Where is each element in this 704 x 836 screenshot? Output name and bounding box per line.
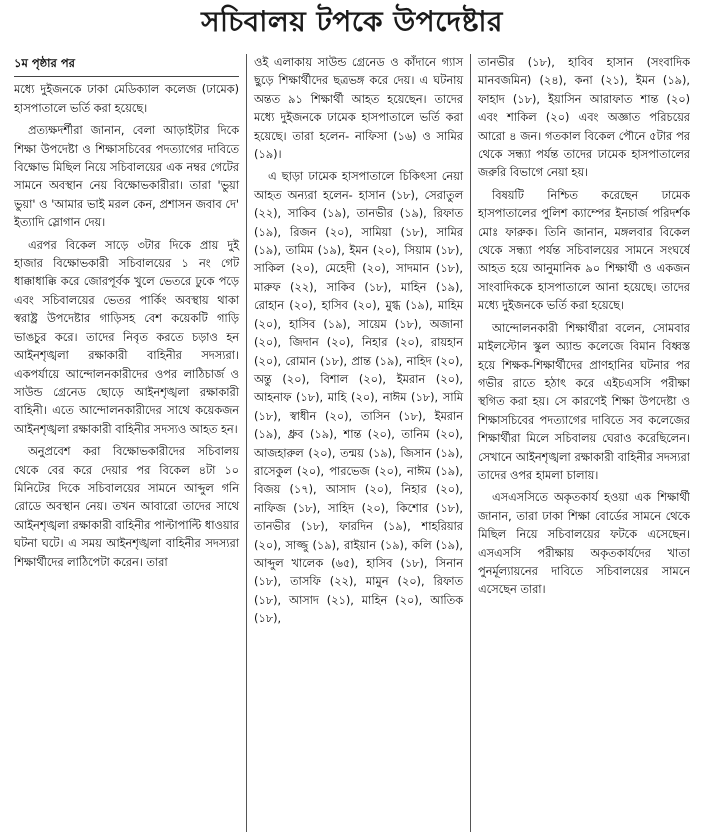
headline: সচিবালয় টপকে উপদেষ্টার: [201, 4, 503, 38]
paragraph: এ ছাড়া ঢামেক হাসপাতালে চিকিৎসা নেয়া আহত অন্যরা হলেন- হাসান (১৮), সেরাতুল (২২), সাকিব (১৯), তানভীর (১৯), রিফাত (১৯), রিজন (২০), সামিয়া (১৮), সামির (১৯), তামিম (১৯), ইমন (২০), সিয়াম (১৮), সাকিল (২০), মেহেদী (২০), সাদমান (১৮), মারুফ (২২), সাকিব (১৮), মাহিন (১৯), রোহান (২০), হাসিব (২০), মুগ্ধ (১৯), মাহিম (২০), হাসিব (১৯), সায়েম (১৮), অজানা (২০), জিদান (২০), নিহার (২০), রায়হান (২০), রোমান (১৮), প্রান্ত (১৯), নাহিদ (২০), অন্তু (২০), বিশাল (২০), ইমরান (২০), আহনাফ (১৮), মাহি (২০), নাঈম (১৮), সামি (১৮), স্বাধীন (২০), তাসিন (১৮), ইমরান (১৯), ধ্রুব (১৯), শান্ত (২০), তানিম (২০), আজহারুল (২০), তন্ময় (১৯), জিসান (১৯), রাসেকুল (২০), পারভেজ (২০), নাঈম (১৯), বিজয় (১৭), আসাদ (২০), নিহার (২০), নাফিজ (১৮), সাহিদ (২০), কিশোর (১৮), তানভীর (১৮), ফারদিন (১৯), শাহরিয়ার (২০), সাজ্জু (১৯), রাইয়ান (১৯), কলি (১৯), আব্দুল খালেক (৬৫), হাসিব (১৮), সিনান (১৮), তাসফি (২২), মামুন (২০), রিফাত (১৮), আসাদ (২১), মাহিন (২০), আতিক (১৮),: [254, 170, 463, 626]
article-columns: [14, 54, 690, 832]
column-2: [246, 54, 470, 832]
paragraph: এসএসসিতে অকৃতকার্য হওয়া এক শিক্ষার্থী জানান, তারা ঢাকা শিক্ষা বোর্ডের সামনে থেকে মিছিল নিয়ে সচিবালয়ের ফটকে এসেছেন। এসএসসি পরীক্ষায় অকৃতকার্যদের খাতা পুনর্মূল্যায়নের দাবিতে সচিবালয়ের সামনে এসেছেন তারা।: [478, 491, 690, 597]
paragraph: তানভীর (১৮), হাবিব হাসান (সংবাদিক মানবজমিন) (২৪), কনা (২১), ইমন (১৯), ফাহাদ (১৮), ইয়াসিন আরাফাত শান্ত (২০) এবং শাকিল (২০) এবং অজ্ঞাত পরিচয়ের আরো ৪ জন। গতকাল বিকেল পৌনে ৫টার পর থেকে সন্ধ্যা পর্যন্ত তাদের ঢামেক হাসপাতালের জরুরি বিভাগে নেয়া হয়।: [478, 56, 690, 180]
paragraph: বিষয়টি নিশ্চিত করেছেন ঢামেক হাসপাতালের পুলিশ ক্যাম্পের ইনচার্জ পরিদর্শক মোঃ ফারুক। তিনি জানান, মঙ্গলবার বিকেল থেকে সন্ধ্যা পর্যন্ত সচিবালয়ের সামনে সংঘর্ষে আহত হয়ে আনুমানিক ৯০ শিক্ষার্থী ও একজন সাংবাদিককে হাসপাতালে আনা হয়েছে। তাদের মধ্যে দুইজনকে ভর্তি করা হয়েছে।: [478, 188, 690, 313]
kicker-divider: [14, 76, 239, 77]
paragraph: মধ্যে দুইজনকে ঢাকা মেডিক্যাল কলেজ (ঢামেক) হাসপাতালে ভর্তি করা হয়েছে।: [14, 83, 239, 115]
paragraph: প্রত্যক্ষদর্শীরা জানান, বেলা আড়াইটার দিকে শিক্ষা উপদেষ্টা ও শিক্ষাসচিবের পদত্যাগের দাবিতে বিক্ষোভ মিছিল নিয়ে সচিবালয়ের এক নম্বর গেটের সামনে অবস্থান নেয় বিক্ষোভকারীরা। তারা 'ভুয়া ভুয়া' ও 'আমার ভাই মরল কেন, প্রশাসন জবাব দে' ইত্যাদি স্লোগান দেয়।: [14, 124, 239, 230]
paragraph: অনুপ্রবেশ করা বিক্ষোভকারীদের সচিবালয় থেকে বের করে দেয়ার পর বিকেল ৪টা ১০ মিনিটের দিকে সচিবালয়ের সামনে আব্দুল গনি রোডে অবস্থান নেয়। তখন আবারো তাদের সাথে আইনশৃঙ্খলা রক্ষাকারী বাহিনীর পাল্টাপাল্টি ধাওয়ার ঘটনা ঘটে। এ সময় আইনশৃঙ্খলা বাহিনীর সদস্যরা শিক্ষার্থীদের লাঠিপেটা করেন। তারা: [14, 445, 239, 569]
column-3: [470, 54, 690, 832]
paragraph: এরপর বিকেল সাড়ে ৩টার দিকে প্রায় দুই হাজার বিক্ষোভকারী সচিবালয়ের ১ নং গেট ধাক্কাধাক্কি করে জোরপূর্বক খুলে ভেতরে ঢুকে পড়ে এবং সচিবালয়ের ভেতর পার্কিং অবস্থায় থাকা স্বরাষ্ট্র উপদেষ্টার গাড়িসহ বেশ কয়েকটি গাড়ি ভাঙচুর করে। তাদের নিবৃত করতে চড়াও হন আইনশৃঙ্খলা রক্ষাকারী বাহিনীর সদস্যরা। একপর্যায়ে আন্দোলনকারীদের ওপর লাঠিচার্জ ও সাউন্ড গ্রেনেড ছোড়ে আইনশৃঙ্খলা রক্ষাকারী বাহিনী। এতে আন্দোলনকারীদের সাথে কয়েকজন আইনশৃঙ্খলা রক্ষাকারী বাহিনীর সদস্যও আহত হন।: [14, 238, 239, 436]
column-1: [14, 54, 246, 832]
paragraph: আন্দোলনকারী শিক্ষার্থীরা বলেন, সোমবার মাইলস্টোন স্কুল অ্যান্ড কলেজে বিমান বিধ্বস্ত হয়ে শিক্ষক-শিক্ষার্থীদের প্রাণহানির ঘটনার পর গভীর রাতে হঠাৎ করে এইচএসসি পরীক্ষা স্থগিত করা হয়। সে কারণেই শিক্ষা উপদেষ্টা ও শিক্ষাসচিবের পদত্যাগের দাবিতে সব কলেজের শিক্ষার্থীরা মিলে সচিবালয় ঘেরাও করেছিলেন। সেখানে আইনশৃঙ্খলা রক্ষাকারী বাহিনীর সদস্যরা তাদের ওপর হামলা চালায়।: [478, 321, 690, 482]
paragraph: ওই এলাকায় সাউন্ড গ্রেনেড ও কাঁদানে গ্যাস ছুড়ে শিক্ষার্থীদের ছত্রভঙ্গ করে দেয়। এ ঘটনায় অন্তত ৯১ শিক্ষার্থী আহত হয়েছেন। তাদের মধ্যে দুইজনকে ঢামেক হাসপাতালে ভর্তি করা হয়েছে। তারা হলেন- নাফিসা (১৬) ও সামির (১৯)।: [254, 56, 463, 162]
continuation-kicker: ১ম পৃষ্ঠার পর: [14, 56, 75, 70]
